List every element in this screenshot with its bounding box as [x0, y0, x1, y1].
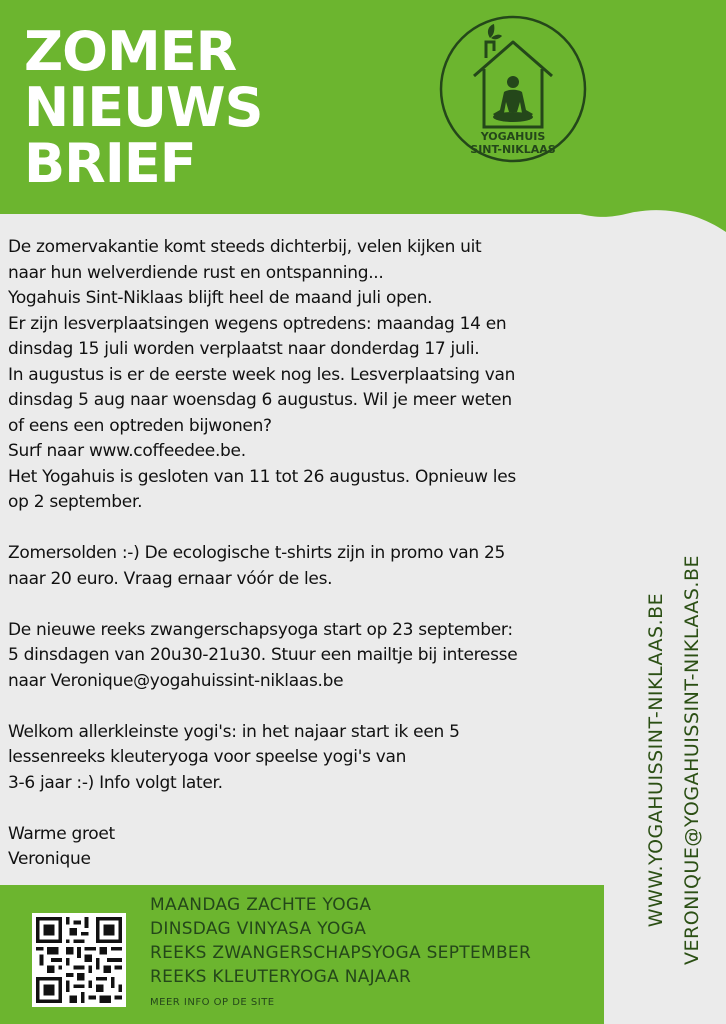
signature [8, 822, 608, 873]
website-text: WWW.YOGAHUISSINT-NIKLAAS.BE [645, 592, 667, 928]
title-line: BRIEF [24, 132, 196, 195]
yogahuis-logo [438, 14, 588, 164]
schedule-item: REEKS ZWANGERSCHAPSYOGA SEPTEMBER [150, 943, 532, 963]
body-line: naar 20 euro. Vraag ernaar vóór de les. [8, 568, 333, 589]
body-line: 5 dinsdagen van 20u30-21u30. Stuur een mailtje bij interesse [8, 645, 518, 665]
logo-line-2: SINT-NIKLAAS [470, 143, 556, 156]
body-line: op 2 september. [8, 492, 143, 512]
body-line: Yogahuis Sint-Niklaas blijft heel de maand juli open. [8, 288, 433, 308]
body-line: Welkom allerkleinste yogi's: in het najaar start ik een 5 [8, 721, 460, 742]
body-line: naar hun welverdiende rust en ontspanning... [8, 262, 384, 283]
newsletter-body [8, 235, 608, 873]
body-line: 3-6 jaar :-) Info volgt later. [8, 772, 223, 793]
logo-line-1: YOGAHUIS [480, 130, 546, 143]
body-line: Er zijn lesverplaatsingen wegens optredens: maandag 14 en [8, 313, 507, 334]
footer-panel [0, 885, 604, 1024]
body-paragraph [8, 720, 608, 797]
body-line: De zomervakantie komt steeds dichterbij, velen kijken uit [8, 237, 482, 257]
qr-code-icon [32, 913, 126, 1007]
email-text: VERONIQUE@YOGAHUISSINT-NIKLAAS.BE [681, 555, 703, 965]
side-email [672, 520, 712, 1000]
body-paragraph [8, 618, 608, 695]
body-line: De nieuwe reeks zwangerschapsyoga start op 23 september: [8, 619, 513, 640]
title-line: ZOMER [24, 20, 237, 83]
body-line: dinsdag 15 juli worden verplaatst naar donderdag 17 juli. [8, 339, 480, 359]
class-schedule [150, 893, 531, 989]
body-paragraph [8, 235, 608, 516]
schedule-item: DINSDAG VINYASA YOGA [150, 919, 367, 939]
body-line: dinsdag 5 aug naar woensdag 6 augustus. Wil je meer weten [8, 390, 512, 410]
body-line: Het Yogahuis is gesloten van 11 tot 26 augustus. Opnieuw les [8, 466, 516, 487]
body-line: naar Veronique@yogahuissint-niklaas.be [8, 670, 344, 691]
newsletter-title [24, 20, 263, 195]
body-line: Surf naar www.coffeedee.be. [8, 441, 246, 461]
schedule-item: REEKS KLEUTERYOGA NAJAAR [150, 967, 412, 987]
body-line: lessenreeks kleuteryoga voor speelse yogi's van [8, 747, 407, 767]
body-line: Warme groet [8, 823, 115, 844]
title-line: NIEUWS [24, 76, 263, 139]
schedule-item: MAANDAG ZACHTE YOGA [150, 895, 372, 915]
body-line: In augustus is er de eerste week nog les. Lesverplaatsing van [8, 364, 516, 385]
side-website [636, 520, 676, 1000]
more-info-text: MEER INFO OP DE SITE [150, 997, 275, 1008]
body-line: of eens een optreden bijwonen? [8, 415, 272, 436]
house-meditation-icon [474, 24, 552, 127]
body-line: Veronique [8, 849, 91, 869]
body-line: Zomersolden :-) De ecologische t-shirts zijn in promo van 25 [8, 543, 505, 563]
body-paragraph [8, 541, 608, 592]
